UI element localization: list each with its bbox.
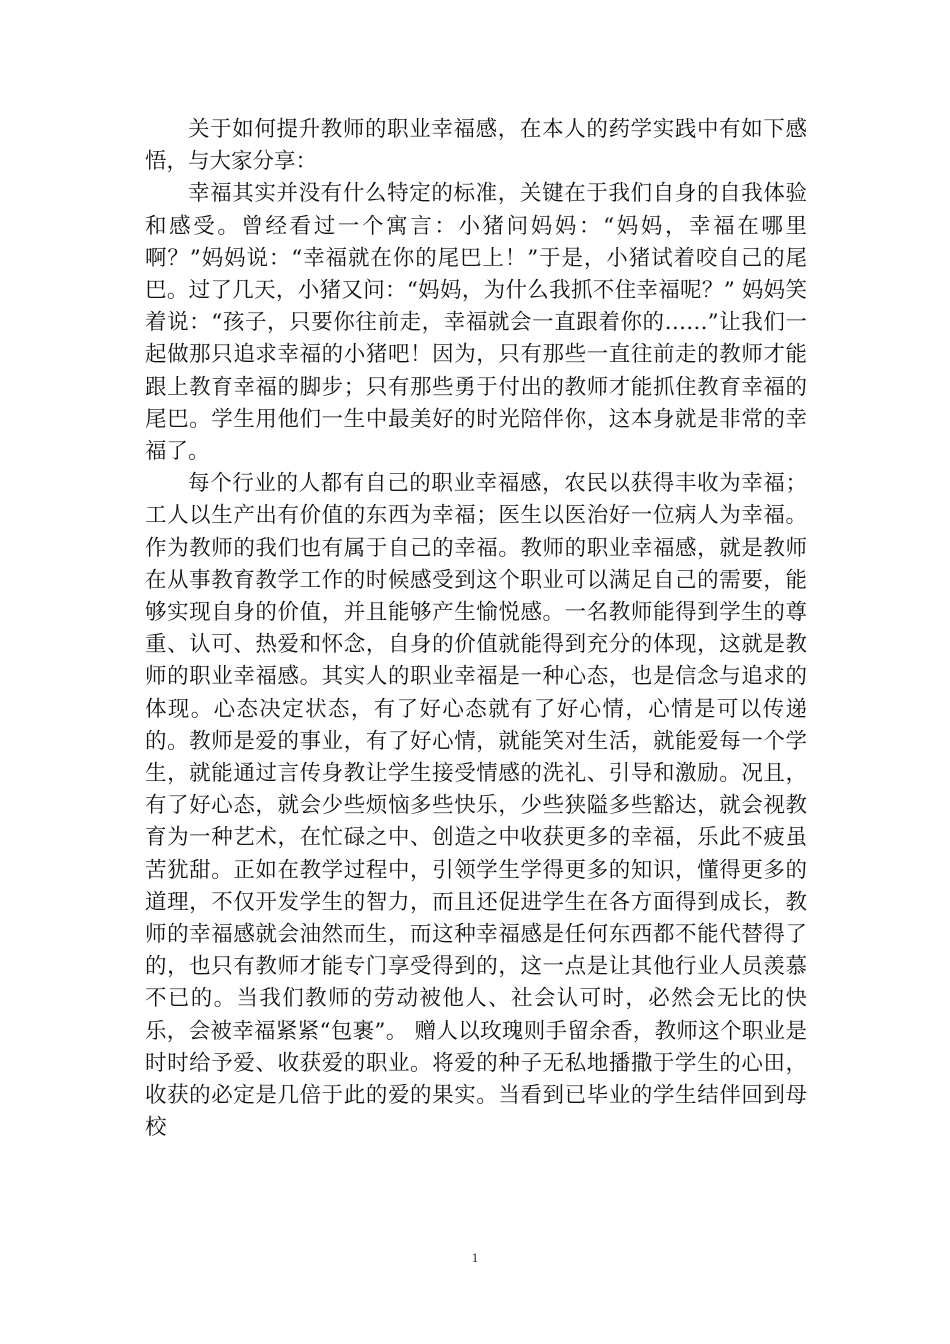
page-number: 1 (471, 1250, 479, 1265)
paragraph-intro: 关于如何提升教师的职业幸福感，在本人的药学实践中有如下感悟，与大家分享： (145, 117, 807, 175)
document-body (145, 114, 807, 1145)
paragraph-career-happiness: 每个行业的人都有自己的职业幸福感，农民以获得丰收为幸福；工人以生产出有价值的东西为幸福；医生以医治好一位病人为幸福。作为教师的我们也有属于自己的幸福。教师的职业幸福感，就是教师在从事教育教学工作的时候感受到这个职业可以满足自己的需要，能够实现自身的价值，并且能够产生愉悦感。一名教师能得到学生的尊重、认可、热爱和怀念，自身的价值就能得到充分的体现，这就是教师的职业幸福感。其实人的职业幸福是一种心态，也是信念与追求的体现。心态决定状态，有了好心态就有了好心情，心情是可以传递的。教师是爱的事业，有了好心情，就能笑对生活，就能爱每一个学生，就能通过言传身教让学生接受情感的洗礼、引导和激励。况且，有了好心态，就会少些烦恼多些快乐，少些狭隘多些豁达，就会视教育为一种艺术，在忙碌之中、创造之中收获更多的幸福，乐此不疲虽苦犹甜。正如在教学过程中，引领学生学得更多的知识，懂得更多的道理，不仅开发学生的智力，而且还促进学生在各方面得到成长，教师的幸福感就会油然而生，而这种幸福感是任何东西都不能代替得了的，也只有教师才能专门享受得到的，这一点是让其他行业人员羡慕不已的。当我们教师的劳动被他人、社会认可时，必然会无比的快乐，会被幸福紧紧“包裹”。 赠人以玫瑰则手留余香，教师这个职业是时时给予爱、收获爱的职业。将爱的种子无私地播撒于学生的心田，收获的必定是几倍于此的爱的果实。当看到已毕业的学生结伴回到母校 (145, 471, 807, 1141)
paragraph-fable: 幸福其实并没有什么特定的标准，关键在于我们自身的自我体验和感受。曾经看过一个寓言：小猪问妈妈：“妈妈，幸福在哪里啊？”妈妈说：“幸福就在你的尾巴上！”于是，小猪试着咬自己的尾巴。过了几天，小猪又问：“妈妈，为什么我抓不住幸福呢？” 妈妈笑着说：“孩子，只要你往前走，幸福就会一直跟着你的……”让我们一起做那只追求幸福的小猪吧！因为，只有那些一直往前走的教师才能跟上教育幸福的脚步；只有那些勇于付出的教师才能抓住教育幸福的尾巴。学生用他们一生中最美好的时光陪伴你，这本身就是非常的幸福了。 (145, 181, 807, 465)
